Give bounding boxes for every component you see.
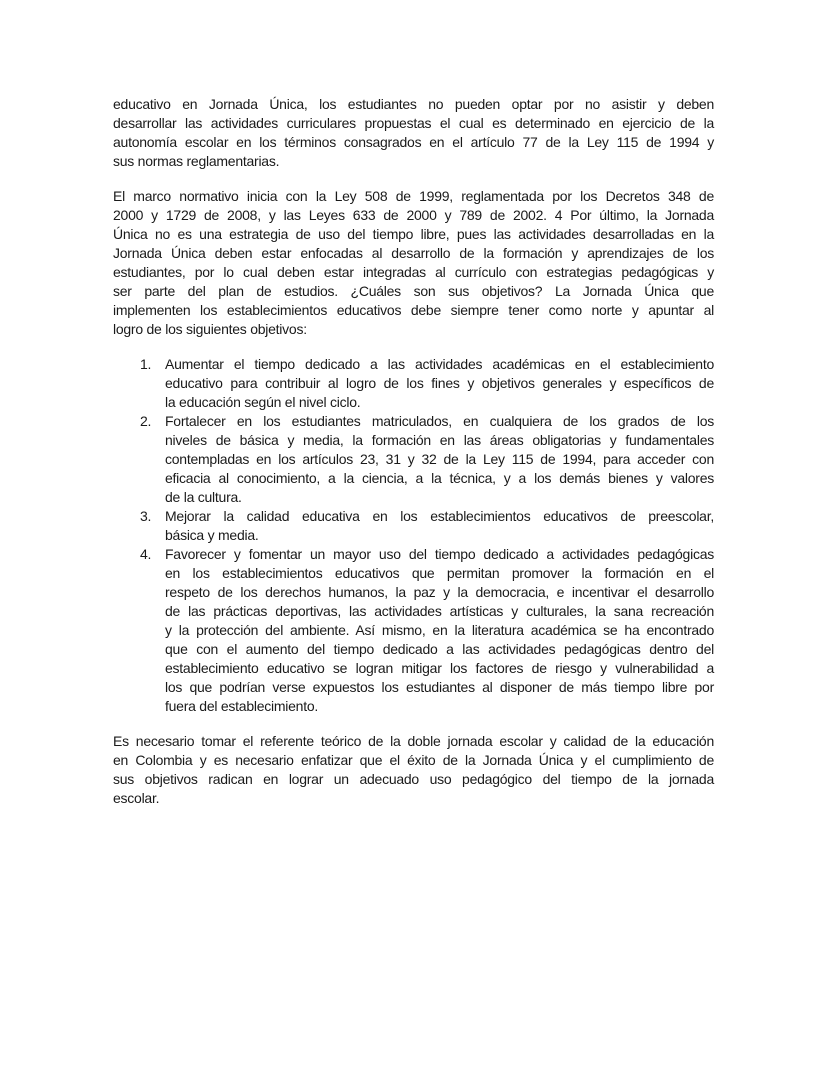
objectives-list <box>113 355 714 716</box>
text-line: Fortalecer en los estudiantes matriculados, en cualquiera de los grados de los <box>165 413 714 429</box>
text-line: Favorecer y fomentar un mayor uso del tiempo dedicado a actividades pedagógicas <box>165 546 714 562</box>
objective-item <box>113 355 714 412</box>
text-line: de las prácticas deportivas, las actividades artísticas y culturales, la sana recreación <box>165 603 714 619</box>
objective-item <box>113 412 714 507</box>
text-line: ser parte del plan de estudios. ¿Cuáles son sus objetivos? La Jornada Única que <box>113 283 714 299</box>
text-line: fuera del establecimiento. <box>165 698 319 714</box>
text-line: respeto de los derechos humanos, la paz y la democracia, e incentivar el desarrollo <box>165 584 714 600</box>
objective-item <box>113 545 714 716</box>
text-line: Aumentar el tiempo dedicado a las actividades académicas en el establecimiento <box>165 356 714 372</box>
text-line: Es necesario tomar el referente teórico de la doble jornada escolar y calidad de la educación <box>113 733 714 749</box>
text-line: autonomía escolar en los términos consagrados en el artículo 77 de la Ley 115 de 1994 y <box>113 134 714 150</box>
paragraphs-before <box>113 95 714 339</box>
document-page <box>113 95 714 824</box>
text-line: en los establecimientos educativos que permitan promover la formación en el <box>165 565 714 581</box>
text-line: y la protección del ambiente. Así mismo, en la literatura académica se ha encontrado <box>165 622 714 638</box>
paragraph <box>113 95 714 171</box>
objective-number: 3. <box>140 508 152 524</box>
text-line: Jornada Única deben estar enfocadas al desarrollo de la formación y aprendizajes de los <box>113 245 714 261</box>
text-line: sus normas reglamentarias. <box>113 153 280 169</box>
objective-number: 2. <box>140 413 152 429</box>
text-line: los que podrían verse expuestos los estudiantes al disponer de más tiempo libre por <box>165 679 714 695</box>
text-line: contempladas en los artículos 23, 31 y 32 de la Ley 115 de 1994, para acceder con <box>165 451 714 467</box>
text-line: logro de los siguientes objetivos: <box>113 321 307 337</box>
text-line: desarrollar las actividades curriculares propuestas el cual es determinado en ejercicio de la <box>113 115 714 131</box>
objective-number: 4. <box>140 546 152 562</box>
text-line: educativo para contribuir al logro de los fines y objetivos generales y específicos de <box>165 375 714 391</box>
text-line: en Colombia y es necesario enfatizar que el éxito de la Jornada Única y el cumplimiento de <box>113 752 714 768</box>
text-line: eficacia al conocimiento, a la ciencia, a la técnica, y a los demás bienes y valores <box>165 470 714 486</box>
text-line: El marco normativo inicia con la Ley 508 de 1999, reglamentada por los Decretos 348 de <box>113 188 714 204</box>
text-line: 2000 y 1729 de 2008, y las Leyes 633 de 2000 y 789 de 2002. 4 Por último, la Jornada <box>113 207 714 223</box>
text-line: sus objetivos radican en lograr un adecuado uso pedagógico del tiempo de la jornada <box>113 771 714 787</box>
paragraph <box>113 732 714 808</box>
paragraph <box>113 187 714 339</box>
text-line: Única no es una estrategia de uso del tiempo libre, pues las actividades desarrolladas en la <box>113 226 714 242</box>
objective-item <box>113 507 714 545</box>
text-line: Mejorar la calidad educativa en los establecimientos educativos de preescolar, <box>165 508 714 524</box>
text-line: la educación según el nivel ciclo. <box>165 394 361 410</box>
text-line: de la cultura. <box>165 489 242 505</box>
text-line: implementen los establecimientos educativos debe siempre tener como norte y apuntar al <box>113 302 714 318</box>
text-line: educativo en Jornada Única, los estudiantes no pueden optar por no asistir y deben <box>113 96 714 112</box>
text-line: establecimiento educativo se logran mitigar los factores de riesgo y vulnerabilidad a <box>165 660 714 676</box>
text-line: niveles de básica y media, la formación en las áreas obligatorias y fundamentales <box>165 432 714 448</box>
objective-number: 1. <box>140 356 152 372</box>
text-line: estudiantes, por lo cual deben estar integradas al currículo con estrategias pedagógicas y <box>113 264 714 280</box>
text-line: que con el aumento del tiempo dedicado a las actividades pedagógicas dentro del <box>165 641 714 657</box>
paragraphs-after <box>113 732 714 808</box>
text-line: básica y media. <box>165 527 259 543</box>
text-line: escolar. <box>113 790 160 806</box>
